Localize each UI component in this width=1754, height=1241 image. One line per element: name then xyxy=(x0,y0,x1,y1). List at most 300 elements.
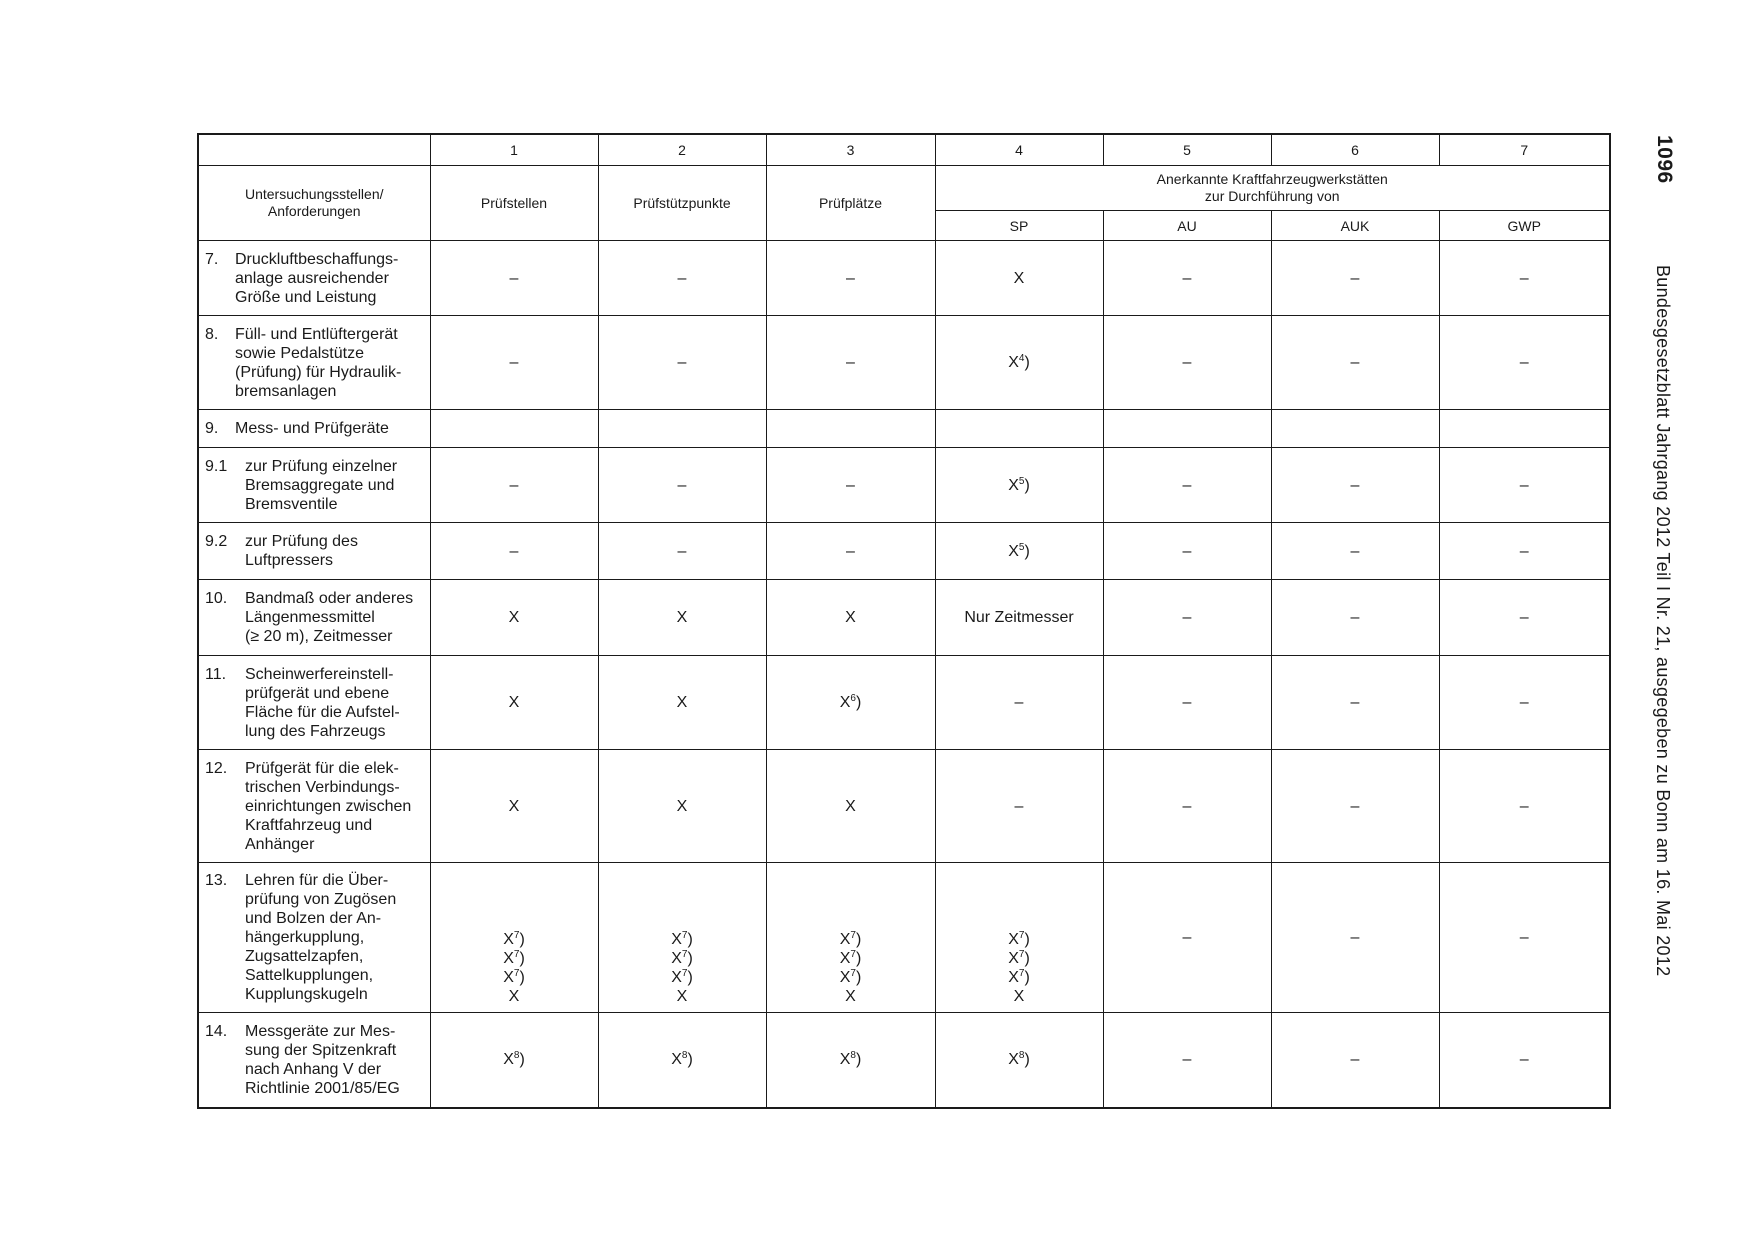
value-line xyxy=(599,930,766,949)
value-cell xyxy=(598,1013,766,1108)
column-number: 3 xyxy=(766,134,935,166)
value-line xyxy=(1440,608,1610,627)
value-cell xyxy=(1103,863,1271,1013)
value-text: – xyxy=(509,269,519,287)
value-line xyxy=(1104,476,1271,495)
value-text: X xyxy=(671,969,682,986)
requirement-text: Messgeräte zur Mes- sung der Spitzenkraft nach Anhang V der Richtlinie 2001/85/EG xyxy=(245,1022,400,1097)
value-line xyxy=(767,353,935,372)
table-row xyxy=(198,241,1610,316)
value-text: Nur Zeitmesser xyxy=(964,609,1074,626)
requirement-cell xyxy=(198,410,430,448)
requirement-number: 11. xyxy=(205,665,227,683)
value-text: X xyxy=(676,609,688,626)
value-cell xyxy=(1271,316,1439,410)
value-cell xyxy=(1439,863,1610,1013)
footnote-paren: ) xyxy=(855,694,862,711)
value-cell xyxy=(935,863,1103,1013)
value-line xyxy=(767,797,935,816)
column-number: 4 xyxy=(935,134,1103,166)
footnote-paren: ) xyxy=(519,931,525,948)
value-text: X xyxy=(1008,1051,1019,1069)
value-line xyxy=(599,608,766,627)
header-row xyxy=(198,166,1610,211)
footnote-marker: 7 xyxy=(1018,930,1025,941)
header-auk: AUK xyxy=(1271,211,1439,241)
value-text: – xyxy=(1350,354,1360,371)
requirement-cell xyxy=(198,863,430,1013)
footnote-marker: 7 xyxy=(513,930,520,941)
value-cell xyxy=(766,316,935,410)
value-text: X xyxy=(839,931,851,948)
footnote-marker: 5 xyxy=(1018,475,1025,487)
requirement-number: 7. xyxy=(205,250,219,268)
value-text: – xyxy=(677,542,687,560)
value-cell xyxy=(1271,1013,1439,1108)
value-text: – xyxy=(1182,476,1192,494)
value-line xyxy=(1272,693,1439,712)
requirement-number: 12. xyxy=(205,759,228,777)
requirement-number: 9.2 xyxy=(205,533,228,550)
value-line xyxy=(431,1050,598,1069)
value-text: – xyxy=(1519,797,1529,815)
value-line xyxy=(431,949,598,968)
footnote-paren: ) xyxy=(687,1051,693,1069)
column-number-row xyxy=(198,134,1610,166)
value-cell xyxy=(935,580,1103,656)
value-line xyxy=(1440,542,1610,561)
value-line xyxy=(599,542,766,561)
value-line xyxy=(1104,608,1271,627)
value-line xyxy=(936,968,1103,987)
value-text: – xyxy=(1519,929,1529,946)
value-text: – xyxy=(1350,929,1360,946)
value-text: – xyxy=(846,542,855,560)
requirement-cell xyxy=(198,750,430,863)
value-cell xyxy=(598,316,766,410)
value-line xyxy=(1104,1050,1271,1069)
footnote-paren: ) xyxy=(1024,969,1030,986)
value-line xyxy=(1440,693,1610,712)
value-text: X xyxy=(1008,542,1019,560)
value-line xyxy=(1272,928,1439,947)
value-line xyxy=(767,269,935,288)
value-cell xyxy=(1103,523,1271,580)
requirement-number: 13. xyxy=(205,872,228,889)
value-line xyxy=(599,987,766,1006)
value-text: X xyxy=(1013,269,1025,287)
value-line xyxy=(1272,269,1439,288)
value-cell xyxy=(598,448,766,523)
value-text: – xyxy=(1350,797,1360,815)
value-cell xyxy=(1103,750,1271,863)
value-line xyxy=(1272,353,1439,372)
value-line xyxy=(767,608,935,627)
requirement-number: 9. xyxy=(205,420,219,437)
value-line xyxy=(936,930,1103,949)
value-cell xyxy=(766,863,935,1013)
value-text: – xyxy=(1182,354,1192,371)
value-cell xyxy=(598,656,766,750)
column-number: 7 xyxy=(1439,134,1610,166)
value-cell xyxy=(935,523,1103,580)
value-text: X xyxy=(503,950,514,967)
value-cell xyxy=(1271,580,1439,656)
requirements-header: Untersuchungsstellen/ Anforderungen xyxy=(198,166,430,241)
value-text: X xyxy=(671,931,682,948)
value-text: X xyxy=(845,988,856,1005)
value-cell xyxy=(766,656,935,750)
value-text: – xyxy=(1519,354,1529,371)
footnote-paren: ) xyxy=(519,1051,525,1069)
requirement-cell xyxy=(198,448,430,523)
value-cell xyxy=(1439,241,1610,316)
value-line xyxy=(1440,269,1610,288)
value-line xyxy=(936,1050,1103,1069)
footnote-marker: 7 xyxy=(850,930,856,941)
value-cell xyxy=(430,656,598,750)
value-cell xyxy=(1439,523,1610,580)
footnote-marker: 8 xyxy=(681,1050,688,1062)
value-text: X xyxy=(671,950,682,967)
value-cell xyxy=(935,241,1103,316)
value-text: – xyxy=(1350,542,1360,560)
value-cell xyxy=(430,410,598,448)
footnote-paren: ) xyxy=(1024,476,1030,494)
value-cell xyxy=(430,580,598,656)
value-text: – xyxy=(846,354,855,371)
value-text: X xyxy=(503,1051,514,1069)
footnote-paren: ) xyxy=(855,1051,862,1069)
value-line xyxy=(599,968,766,987)
column-number: 2 xyxy=(598,134,766,166)
value-text: X xyxy=(1008,969,1019,986)
header-au: AU xyxy=(1103,211,1271,241)
value-cell xyxy=(430,316,598,410)
value-line xyxy=(936,269,1103,288)
value-line xyxy=(599,1050,766,1069)
value-cell xyxy=(1103,410,1271,448)
value-text: – xyxy=(677,269,687,287)
requirement-text: Mess- und Prüfgeräte xyxy=(235,420,389,437)
footnote-paren: ) xyxy=(1024,354,1030,371)
value-line xyxy=(936,987,1103,1006)
value-cell xyxy=(598,750,766,863)
footnote-marker: 7 xyxy=(1018,949,1025,960)
value-line xyxy=(1440,797,1610,816)
value-line xyxy=(1104,353,1271,372)
requirement-number: 8. xyxy=(205,325,219,343)
value-line xyxy=(767,1050,935,1069)
value-cell xyxy=(1271,523,1439,580)
requirement-cell xyxy=(198,1013,430,1108)
value-text: – xyxy=(846,269,855,287)
footnote-marker: 7 xyxy=(681,968,688,979)
value-cell xyxy=(1103,241,1271,316)
value-text: – xyxy=(677,354,687,371)
value-text: X xyxy=(845,797,856,815)
value-cell xyxy=(1103,316,1271,410)
column-number: 6 xyxy=(1271,134,1439,166)
value-cell xyxy=(935,410,1103,448)
value-text: – xyxy=(677,476,687,494)
value-text: X xyxy=(676,988,688,1005)
value-text: – xyxy=(1182,929,1192,946)
value-text: – xyxy=(846,476,855,494)
requirement-number: 14. xyxy=(205,1022,228,1040)
value-text: X xyxy=(508,609,520,626)
value-line xyxy=(431,608,598,627)
value-cell xyxy=(1271,863,1439,1013)
requirement-text: Bandmaß oder anderes Längenmessmittel (≥ 20 m), Zeitmesser xyxy=(245,590,414,645)
requirement-cell xyxy=(198,580,430,656)
value-text: X xyxy=(1013,988,1025,1005)
footnote-marker: 7 xyxy=(1018,968,1025,979)
value-line xyxy=(936,949,1103,968)
value-text: – xyxy=(1519,694,1529,711)
value-cell xyxy=(1271,750,1439,863)
requirement-text: Lehren für die Über- prüfung von Zugösen und Bolzen der An- hängerkupplung, Zugsattelzapfen, Sattelkupplungen, Kupplungskugeln xyxy=(245,872,397,1003)
header-pruefplaetze: Prüfplätze xyxy=(766,166,935,241)
value-cell xyxy=(935,448,1103,523)
footnote-paren: ) xyxy=(1024,950,1030,967)
value-line xyxy=(936,476,1103,495)
value-line xyxy=(1440,476,1610,495)
value-cell xyxy=(1439,448,1610,523)
value-line xyxy=(936,797,1103,816)
value-cell xyxy=(430,863,598,1013)
footnote-paren: ) xyxy=(1024,931,1030,948)
footnote-paren: ) xyxy=(855,969,862,986)
header-gwp: GWP xyxy=(1439,211,1610,241)
value-text: X xyxy=(1008,354,1019,371)
column-number: 1 xyxy=(430,134,598,166)
header-pruefstellen: Prüfstellen xyxy=(430,166,598,241)
requirement-cell xyxy=(198,656,430,750)
footnote-marker: 8 xyxy=(850,1050,856,1062)
value-cell xyxy=(935,750,1103,863)
value-line xyxy=(431,269,598,288)
value-line xyxy=(599,949,766,968)
value-line xyxy=(767,476,935,495)
footnote-marker: 7 xyxy=(681,930,688,941)
table-row xyxy=(198,523,1610,580)
value-cell xyxy=(598,523,766,580)
value-line xyxy=(767,693,935,712)
value-line xyxy=(431,930,598,949)
value-line xyxy=(599,693,766,712)
value-cell xyxy=(1439,1013,1610,1108)
value-line xyxy=(936,608,1103,627)
requirement-text: Scheinwerfereinstell- prüfgerät und ebene Fläche für die Aufstel- lung des Fahrzeugs xyxy=(245,665,400,740)
table-row xyxy=(198,750,1610,863)
footnote-marker: 7 xyxy=(850,949,856,960)
value-line xyxy=(1104,542,1271,561)
requirement-text: Füll- und Entlüftergerät sowie Pedalstütze (Prüfung) für Hydraulik- bremsanlagen xyxy=(235,325,402,400)
value-cell xyxy=(1439,316,1610,410)
requirement-number: 10. xyxy=(205,590,228,607)
value-line xyxy=(431,693,598,712)
table-row xyxy=(198,448,1610,523)
running-header: Bundesgesetzblatt Jahrgang 2012 Teil I Nr. 21, ausgegeben zu Bonn am 16. Mai 2012 xyxy=(1653,265,1673,977)
value-cell xyxy=(1271,448,1439,523)
value-text: – xyxy=(1519,542,1529,560)
value-line xyxy=(767,968,935,987)
requirement-text: zur Prüfung einzelner Bremsaggregate und Bremsventile xyxy=(245,457,398,513)
value-cell xyxy=(1439,750,1610,863)
value-text: – xyxy=(509,354,519,371)
value-text: – xyxy=(1350,476,1360,494)
value-cell xyxy=(430,448,598,523)
value-line xyxy=(1272,797,1439,816)
value-line xyxy=(1104,797,1271,816)
value-line xyxy=(599,269,766,288)
value-text: – xyxy=(1350,1051,1360,1069)
footnote-paren: ) xyxy=(519,950,525,967)
value-cell xyxy=(1103,580,1271,656)
value-text: X xyxy=(1008,931,1019,948)
value-text: X xyxy=(508,694,520,711)
value-line xyxy=(767,542,935,561)
value-text: X xyxy=(839,694,851,711)
requirement-text: zur Prüfung des Luftpressers xyxy=(245,533,358,569)
value-cell xyxy=(1271,241,1439,316)
value-cell xyxy=(1103,448,1271,523)
value-line xyxy=(1104,269,1271,288)
value-text: X xyxy=(508,988,520,1005)
page-number: 1096 xyxy=(1653,135,1676,184)
value-text: – xyxy=(1350,609,1360,626)
value-line xyxy=(1440,1050,1610,1069)
value-line xyxy=(936,353,1103,372)
footnote-paren: ) xyxy=(1024,1051,1030,1069)
value-line xyxy=(1272,1050,1439,1069)
table-row xyxy=(198,1013,1610,1108)
value-text: – xyxy=(1519,609,1529,626)
value-line xyxy=(599,797,766,816)
value-text: X xyxy=(676,694,688,711)
requirement-text: Prüfgerät für die elek- trischen Verbindungs- einrichtungen zwischen Kraftfahrzeug und Anhänger xyxy=(245,759,412,853)
value-cell xyxy=(1271,410,1439,448)
footnote-marker: 8 xyxy=(1018,1050,1025,1062)
value-line xyxy=(431,476,598,495)
footnote-marker: 6 xyxy=(850,693,856,704)
value-text: X xyxy=(503,931,514,948)
table-row xyxy=(198,316,1610,410)
value-cell xyxy=(766,1013,935,1108)
value-cell xyxy=(598,863,766,1013)
footnote-paren: ) xyxy=(855,950,862,967)
value-line xyxy=(767,930,935,949)
value-cell xyxy=(935,1013,1103,1108)
value-line xyxy=(431,987,598,1006)
value-line xyxy=(936,693,1103,712)
value-line xyxy=(599,353,766,372)
value-cell xyxy=(766,580,935,656)
value-line xyxy=(431,797,598,816)
value-text: – xyxy=(1182,269,1192,287)
value-text: – xyxy=(1350,269,1360,287)
value-cell xyxy=(766,410,935,448)
value-text: X xyxy=(845,609,856,626)
value-text: – xyxy=(509,476,519,494)
value-cell xyxy=(1271,656,1439,750)
value-line xyxy=(431,968,598,987)
column-number: 5 xyxy=(1103,134,1271,166)
value-cell xyxy=(935,316,1103,410)
requirement-cell xyxy=(198,316,430,410)
value-text: – xyxy=(1182,797,1192,815)
table-row xyxy=(198,410,1610,448)
table-row xyxy=(198,863,1610,1013)
value-cell xyxy=(430,750,598,863)
value-line xyxy=(1440,928,1610,947)
value-line xyxy=(767,987,935,1006)
footnote-marker: 7 xyxy=(850,968,856,979)
table-row xyxy=(198,580,1610,656)
footnote-marker: 7 xyxy=(681,949,688,960)
value-line xyxy=(1440,353,1610,372)
value-cell xyxy=(598,241,766,316)
footnote-marker: 5 xyxy=(1018,541,1025,553)
value-text: – xyxy=(1182,694,1192,711)
value-line xyxy=(1272,542,1439,561)
value-text: – xyxy=(1519,1051,1529,1069)
footnote-marker: 7 xyxy=(513,968,520,979)
value-text: – xyxy=(1014,694,1024,711)
value-line xyxy=(936,542,1103,561)
value-text: – xyxy=(1182,609,1192,626)
value-cell xyxy=(935,656,1103,750)
requirement-number: 9.1 xyxy=(205,457,228,475)
footnote-paren: ) xyxy=(519,969,525,986)
footnote-paren: ) xyxy=(687,931,693,948)
value-cell xyxy=(1103,656,1271,750)
footnote-paren: ) xyxy=(1024,542,1030,560)
value-line xyxy=(1104,928,1271,947)
footnote-paren: ) xyxy=(855,931,862,948)
value-line xyxy=(431,542,598,561)
value-text: – xyxy=(1519,476,1529,494)
value-cell xyxy=(598,580,766,656)
value-text: X xyxy=(1008,950,1019,967)
value-line xyxy=(767,949,935,968)
value-cell xyxy=(1439,580,1610,656)
value-line xyxy=(599,476,766,495)
value-cell xyxy=(766,241,935,316)
value-cell xyxy=(766,523,935,580)
value-text: – xyxy=(1519,269,1529,287)
header-workshops-group: Anerkannte Kraftfahrzeugwerkstätten zur Durchführung von xyxy=(935,166,1610,211)
requirement-cell xyxy=(198,523,430,580)
value-cell xyxy=(430,241,598,316)
footnote-paren: ) xyxy=(687,969,693,986)
value-text: X xyxy=(839,1051,851,1069)
requirements-table xyxy=(197,133,1611,1109)
value-cell xyxy=(598,410,766,448)
value-line xyxy=(1104,693,1271,712)
requirement-text: Druckluftbeschaffungs- anlage ausreichender Größe und Leistung xyxy=(235,250,399,306)
value-text: – xyxy=(1182,542,1192,560)
value-text: X xyxy=(1008,476,1019,494)
value-cell xyxy=(430,1013,598,1108)
value-text: – xyxy=(1182,1051,1192,1069)
value-cell xyxy=(766,448,935,523)
value-text: – xyxy=(509,542,519,560)
value-text: X xyxy=(676,797,688,815)
value-line xyxy=(431,353,598,372)
header-sp: SP xyxy=(935,211,1103,241)
